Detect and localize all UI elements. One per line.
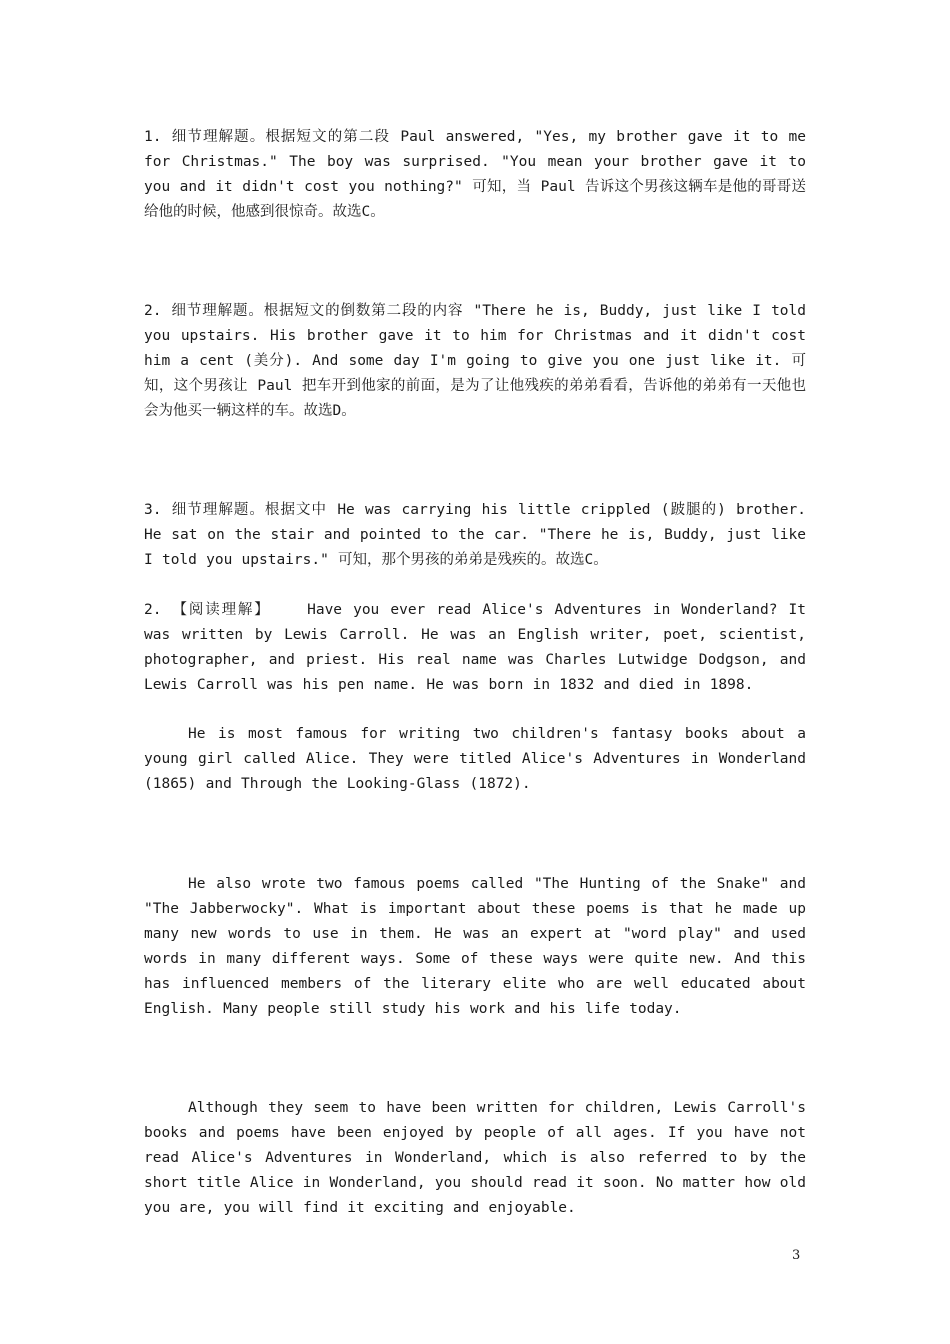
page-number: 3 [792, 1248, 801, 1263]
reading-passage-paragraph-4: Although they seem to have been written for children, Lewis Carroll's books and poems have been enjoyed by people of all ages. If you have not read Alice's Adventures in Wonderland, which is also referred to by the short title Alice in Wonderland, you should read it soon. No matter how old you are, you will find it exciting and enjoyable. [144, 1100, 806, 1216]
reading-passage-paragraph-3: He also wrote two famous poems called "The Hunting of the Snake" and "The Jabberwocky". What is important about these poems is that he made up many new words to use in them. He was an expert at "word play" and used words in many different ways. Some of these ways were quite new. And this has influenced members of the literary elite who are well educated about English. Many people still study his work and his life today. [144, 876, 806, 1017]
reading-passage-intro: 2. 【阅读理解】 Have you ever read Alice's Adventures in Wonderland? It was written by Lewis Carroll. He was an English writer, poet, scientist, photographer, and priest. His real name was Charles Lutwidge Dodgson, and Lewis Carroll was his pen name. He was born in 1832 and died in 1898. [144, 602, 806, 693]
answer-explanation-3: 3. 细节理解题。根据文中 He was carrying his little crippled (跛腿的) brother. He sat on the stair and pointed to the car. "There he is, Buddy, just like I told you upstairs." 可知，那个男孩的弟弟是残疾的。故选C。 [144, 502, 806, 568]
answer-explanation-2: 2. 细节理解题。根据短文的倒数第二段的内容 "There he is, Buddy, just like I told you upstairs. His brother gave it to him for Christmas and it didn't cost him a cent (美分). And some day I'm going to give you one just like it. 可知，这个男孩让 Paul 把车开到他家的前面，是为了让他残疾的弟弟看看，告诉他的弟弟有一天他也会为他买一辆这样的车。故选D。 [144, 303, 806, 419]
reading-passage-paragraph-2: He is most famous for writing two children's fantasy books about a young girl called Alice. They were titled Alice's Adventures in Wonderland (1865) and Through the Looking-Glass (1872). [144, 726, 806, 792]
answer-explanation-1: 1. 细节理解题。根据短文的第二段 Paul answered, "Yes, my brother gave it to me for Christmas." The boy was surprised. "You mean your brother gave it to you and it didn't cost you nothing?" 可知，当 Paul 告诉这个男孩这辆车是他的哥哥送给他的时候，他感到很惊奇。故选C。 [144, 129, 806, 220]
